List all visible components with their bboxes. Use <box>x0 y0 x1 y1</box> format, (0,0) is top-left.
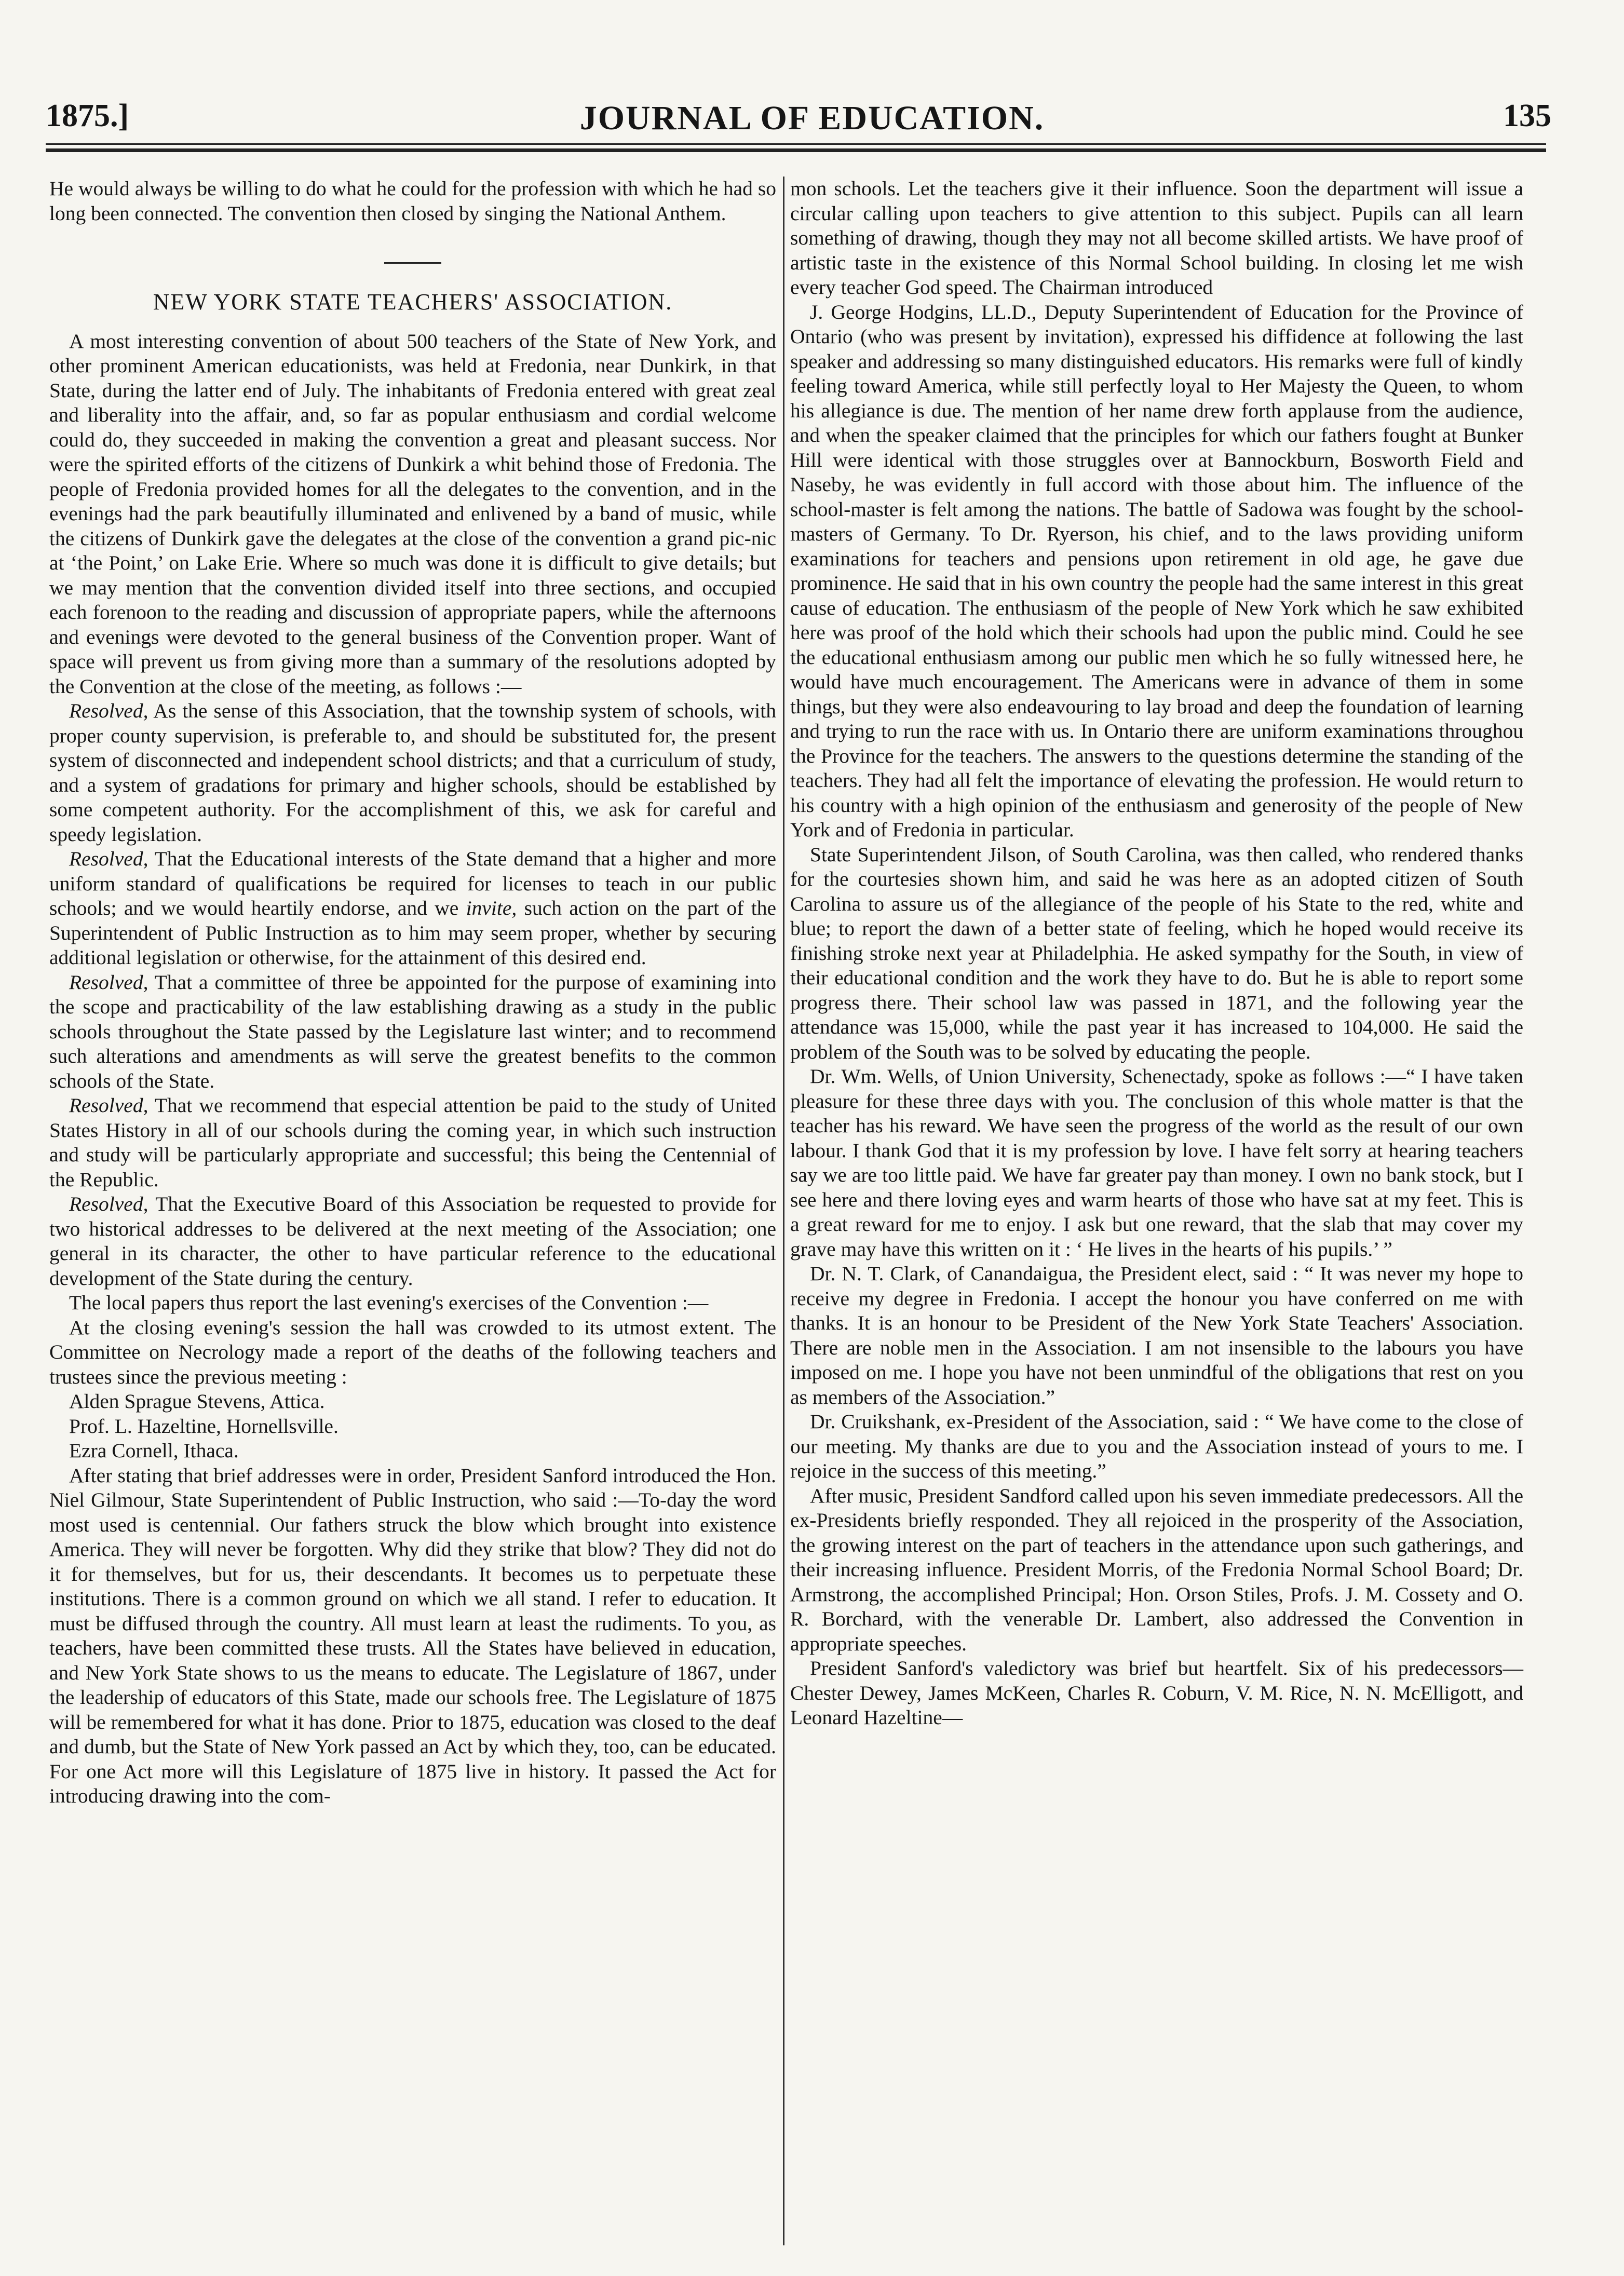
right-column <box>790 177 1523 1730</box>
resolution-5 <box>49 1192 776 1291</box>
necrology-item: Ezra Cornell, Ithaca. <box>69 1439 239 1462</box>
convention-paragraph: A most interesting convention of about 500 teachers of the State of New York, and other prominent American educationists, was held at Fredonia, near Dunkirk, in that State, during the latter end of July. The inhabitants of Fredonia entered with great zeal and liberality into the affair, and, so far as popular enthusiasm and cordial welcome could do, they succeeded in making the convention a great and pleasant success. Nor were the spirited efforts of the citizens of Dunkirk a whit behind those of Fredonia. The people of Fredonia provided homes for all the delegates to the convention, and in the evenings had the park beautifully illuminated and enlivened by a band of music, while the citizens of Dunkirk gave the delegates at the close of the convention a grand pic-nic at ‘the Point,’ on Lake Erie. Where so much was done it is difficult to give details; but we may mention that the convention divided itself into three sections, and occupied each forenoon to the reading and discussion of appropriate papers, while the afternoons and evenings were devoted to the general business of the Convention proper. Want of space will prevent us from giving more than a summary of the resolutions adopted by the Convention at the close of the meeting, as follows :— <box>49 329 776 698</box>
page-number: 135 <box>1503 98 1551 133</box>
header-rule-thick <box>46 148 1546 152</box>
resolution-3 <box>49 970 776 1094</box>
column-divider <box>783 177 784 2245</box>
intro-paragraph: He would always be willing to do what he could for the profession with which he had so long been connected. The convention then closed by singing the National Anthem. <box>49 177 776 225</box>
section-title: NEW YORK STATE TEACHERS' ASSOCIATION. <box>153 289 673 315</box>
resolution-text: That a committee of three be appointed for the purpose of examining into the scope and practicability of the law establishing drawing as a study in the public schools throughout the State passed by the Legislature last winter; and to recommend such alterations and amendments as will serve the greatest benefits to the common schools of the State. <box>49 970 776 1092</box>
valedictory-paragraph: President Sanford's valedictory was brief but heartfelt. Six of his predecessors—Chester Dewey, James McKeen, Charles R. Coburn, V. M. Rice, N. N. McElligott, and Leonard Hazeltine— <box>790 1657 1523 1729</box>
predecessors-paragraph: After music, President Sandford called upon his seven immediate predecessors. All the ex-Presidents briefly responded. They all rejoiced in the prosperity of the Association, the growing interest on the part of teachers in the attendance upon such gatherings, and their increasing influence. President Morris, of the Fredonia Normal School Board; Dr. Armstrong, the accomplished Principal; Hon. Orson Stiles, Profs. J. M. Cossety and O. R. Borchard, with the venerable Dr. Lambert, also addressed the Convention in appropriate speeches. <box>790 1484 1523 1655</box>
hodgins-paragraph: J. George Hodgins, LL.D., Deputy Superintendent of Education for the Province of Ontario (who was present by invitation), expressed his diffidence at following the last speaker and addressing so many distinguished educators. His remarks were full of kindly feeling toward America, while still perfectly loyal to Her Majesty the Queen, to whom his allegiance is due. The mention of her name drew forth applause from the audience, and when the speaker claimed that the principles for which our fathers fought at Bunker Hill were identical with those struggles over at Bannockburn, Bosworth Field and Naseby, he was evidently in full accord with those about him. The influence of the school-master is felt among the nations. The battle of Sadowa was fought by the school-masters of Germany. To Dr. Ryerson, his chief, and to the laws providing uniform examinations for teachers and pensions upon retirement in old age, he gave due prominence. He said that in his own country the people had the same interest in this great cause of education. The enthusiasm of the people of New York which he saw exhibited here was proof of the hold which their schools had upon the public mind. Could he see the educational enthusiasm among our public men which he so fully witnessed here, he would have much encouragement. The Americans were in advance of them in some things, but they were also endeavouring to lay broad and deep the foundation of learning and trying to run the race with us. In Ontario there are uniform examinations throughou the Province for the teachers. The answers to the questions determine the standing of the teachers. They had all felt the importance of elevating the profession. He would return to his country with a high opinion of the enthusiasm and generosity of the people of New York and of Fredonia in particular. <box>790 300 1523 841</box>
cruikshank-paragraph: Dr. Cruikshank, ex-President of the Association, said : “ We have come to the close of our meeting. My thanks are due to you and the Association instead of yours to me. I rejoice in the success of this meeting.” <box>790 1410 1523 1482</box>
resolution-2 <box>49 847 776 970</box>
section-divider <box>384 262 441 264</box>
resolution-4 <box>49 1093 776 1192</box>
resolved-label: Resolved, <box>69 699 148 722</box>
left-column <box>49 177 776 1809</box>
jilson-paragraph: State Superintendent Jilson, of South Carolina, was then called, who rendered thanks for the courtesies shown him, and said he was here as an adopted citizen of South Carolina to assure us of the allegiance of the people of his State to the red, white and blue; to report the dawn of a better state of feeling, which he hoped would receive its finishing stroke next year at Philadelphia. He asked sympathy for the South, in view of their educational condition and the work they have to do. But he is able to report some progress there. Their school law was passed in 1871, and the following year the attendance was 15,000, while the past year it has increased to 104,000. He said the problem of the South was to be solved by educating the people. <box>790 843 1523 1063</box>
gilmour-address-paragraph: After stating that brief addresses were in order, President Sanford introduced the Hon. Niel Gilmour, State Superintendent of Public Instruction, who said :—To-day the word most used is centennial. Our fathers struck the blow which brought into existence America. They will never be forgotten. Why did they strike that blow? They did not do it for themselves, but for us, their descendants. It becomes us to perpetuate these institutions. There is a common ground on which we all stand. I refer to education. It must be diffused through the country. All must learn at least the rudiments. To you, as teachers, have been committed these trusts. All the States have believed in education, and New York State shows to us the means to educate. The Legislature of 1867, under the leadership of educators of this State, made our schools free. The Legislature of 1875 will be remembered for what it has done. Prior to 1875, education was closed to the deaf and dumb, but the State of New York passed an Act by which they, too, can be educated. For one Act more will this Legislature of 1875 live in history. It passed the Act for introducing drawing into the com- <box>49 1464 776 1807</box>
resolved-label: Resolved, <box>69 1094 148 1117</box>
necrology-item: Prof. L. Hazeltine, Hornellsville. <box>69 1414 339 1438</box>
local-papers-paragraph: The local papers thus report the last evening's exercises of the Convention :— <box>69 1291 709 1314</box>
resolution-text: That the Educational interests of the State demand that a higher and more uniform standard of qualifications be required for licenses to teach in our public schools; and we would heartily endorse, and we <box>49 847 776 919</box>
resolution-text: such action on the part of the Superintendent of Public Instruction as to him may seem proper, whether by securing additional legislation or otherwise, for the attainment of this desired end. <box>49 897 776 969</box>
necrology-list <box>49 1389 776 1464</box>
resolved-label: Resolved, <box>69 970 148 994</box>
emphasis-invite: invite, <box>466 897 517 919</box>
running-title: JOURNAL OF EDUCATION. <box>579 99 1045 137</box>
header-year: 1875.] <box>46 98 129 133</box>
resolved-label: Resolved, <box>69 847 148 870</box>
closing-session-paragraph: At the closing evening's session the hall was crowded to its utmost extent. The Committee on Necrology made a report of the deaths of the following teachers and trustees since the previous meeting : <box>49 1316 776 1388</box>
resolved-label: Resolved, <box>69 1193 148 1215</box>
clark-paragraph: Dr. N. T. Clark, of Canandaigua, the President elect, said : “ It was never my hope to receive my degree in Fredonia. I accept the honour you have conferred on me with thanks. It is an honour to be President of the New York State Teachers' Association. There are noble men in the Association. I am not insensible to the labours you have imposed on me. I hope you have not been unmindful of the obligations that rest on you as members of the Association.” <box>790 1262 1523 1408</box>
resolution-text: That we recommend that especial attention be paid to the study of United States History in all of our schools during the coming year, in which such instruction and study will be particularly appropriate and successful; this being the Centennial of the Republic. <box>49 1094 776 1191</box>
continued-paragraph: mon schools. Let the teachers give it their influence. Soon the department will issue a circular calling upon teachers to give attention to this subject. Pupils can all learn something of drawing, though they may not all become skilled artists. We have proof of artistic taste in the existence of this Normal School building. In closing let me wish every teacher God speed. The Chairman introduced <box>790 177 1523 299</box>
wells-paragraph: Dr. Wm. Wells, of Union University, Schenectady, spoke as follows :—“ I have taken pleasure for these three days with you. The conclusion of this whole matter is that the teacher has his reward. We have seen the progress of the world as the result of our own labour. I thank God that it is my profession by love. I have felt sorry at hearing teachers say we are too little paid. We have far greater pay than money. I own no bank stock, but I see here and there loving eyes and warm hearts of those who have sat at my feet. This is a great reward for me to enjoy. I ask but one reward, that the slab that may cover my grave may have this written on it : ‘ He lives in the hearts of his pupils.’ ” <box>790 1065 1523 1261</box>
necrology-item: Alden Sprague Stevens, Attica. <box>69 1390 325 1413</box>
resolution-text: That the Executive Board of this Association be requested to provide for two historical addresses to be delivered at the next meeting of the Association; one general in its character, the other to have particular reference to the educational development of the State during the century. <box>49 1193 776 1290</box>
resolution-1 <box>49 699 776 847</box>
resolution-text: As the sense of this Association, that the township system of schools, with proper county supervision, is preferable to, and should be substituted for, the present system of disconnected and independent school districts; and that a curriculum of study, and a system of gradations for primary and higher schools, should be established by some competent authority. For the accomplishment of this, we ask for careful and speedy legislation. <box>49 699 776 846</box>
header-rule-thin <box>46 143 1546 145</box>
